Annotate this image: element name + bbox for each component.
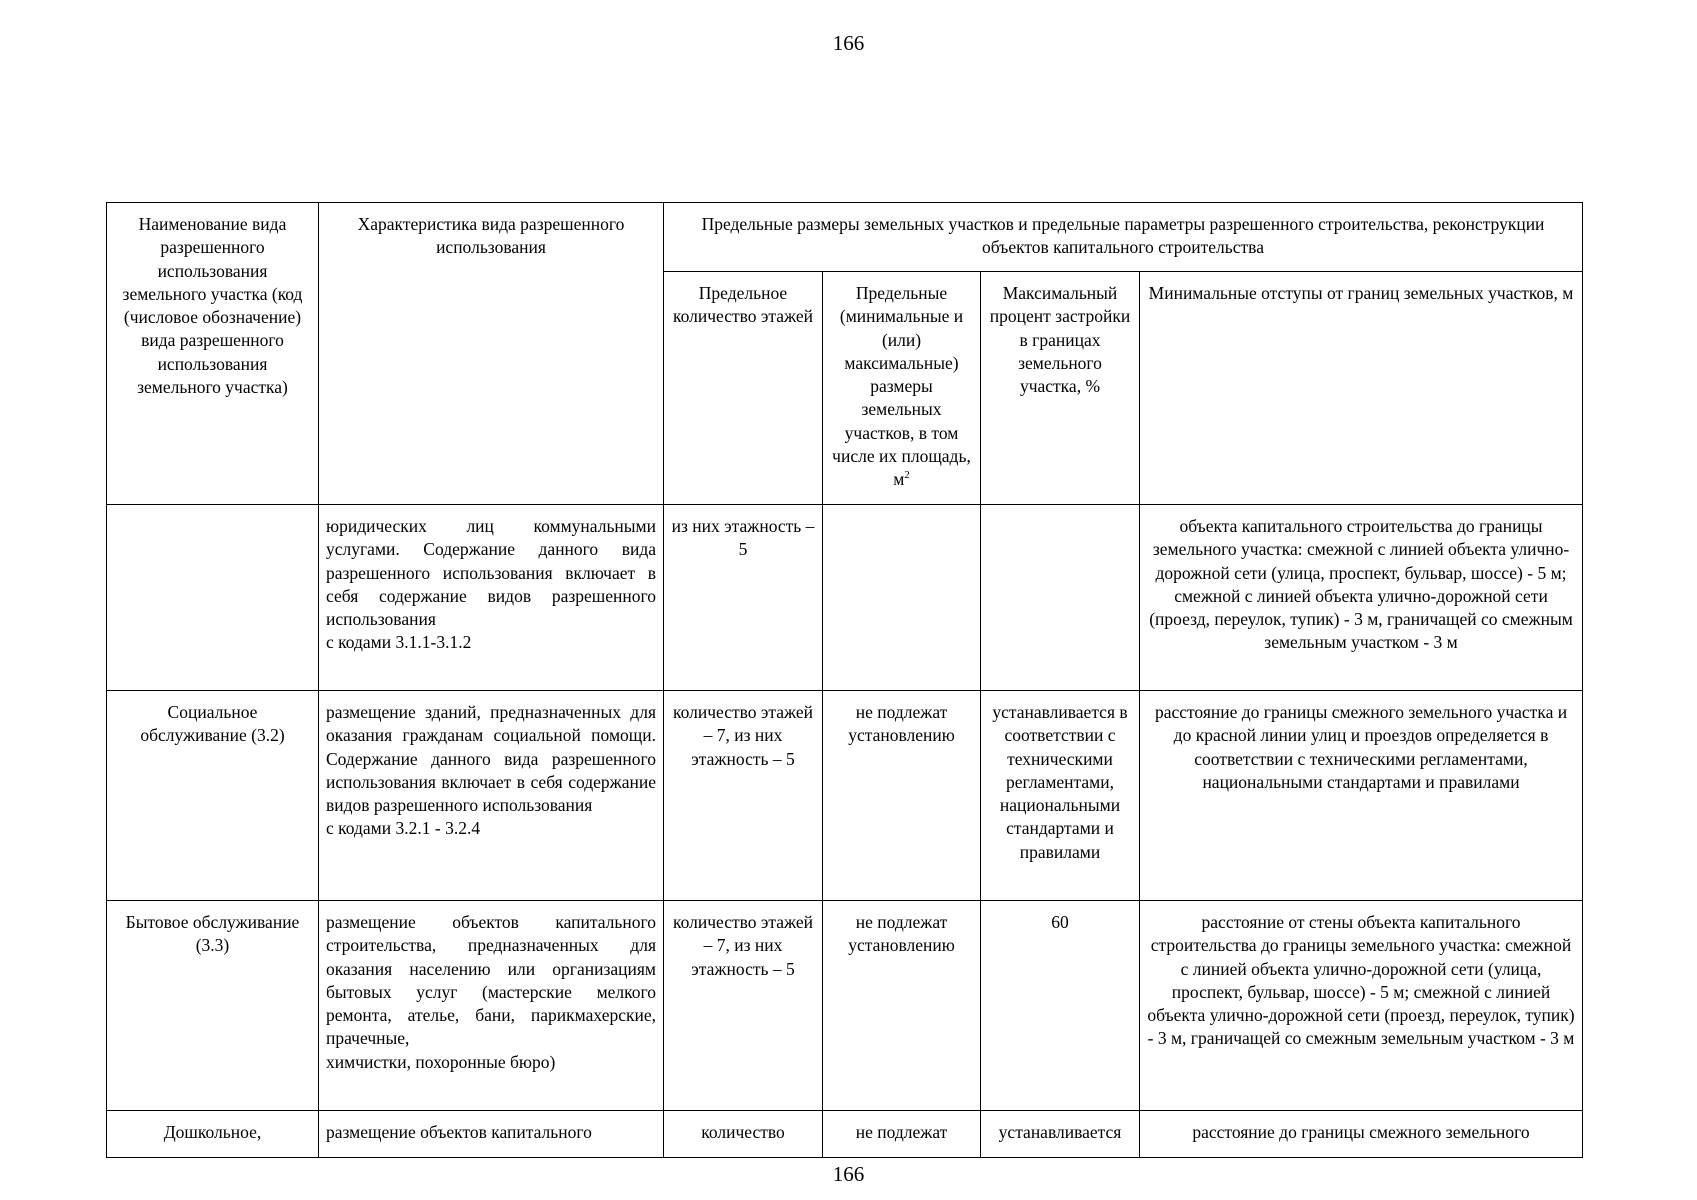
page-number-bottom: 166 [832,1162,865,1186]
row-floors-cell: количество [664,1111,823,1158]
header-area-cell: Предельные (минимальные и (или) максимальные) размеры земельных участков, в том числе их площадь, $м^2$ [823,272,981,505]
page-number-top: 166 [832,31,865,55]
row-desc-cell: размещение объектов капитального [319,1111,664,1158]
row-percent-cell: 60 [981,901,1140,1111]
row-area-cell: не подлежат установлению [823,901,981,1111]
row-percent-cell: устанавливается в соответствии с техническими регламентами, национальными стандартами и правилами [981,691,1140,901]
row-floors-cell: количество этажей – 7, из них этажность – 5 [664,691,823,901]
table-row [107,901,1583,1111]
row-area-cell [823,505,981,691]
row-percent-cell [981,505,1140,691]
row-percent-cell: устанавливается [981,1111,1140,1158]
row-desc-cell: размещение зданий, предназначенных для оказания гражданам социальной помощи. Содержание данного вида разрешенного использования включает в себя содержание видов разрешенного использования с кодами 3.2.1 - 3.2.4 [319,691,664,901]
header-limits-cell: Предельные размеры земельных участков и предельные параметры разрешенного строительства, реконструкции объектов капитального строительства [664,203,1583,272]
row-desc-cell: размещение объектов капитального строительства, предназначенных для оказания населению или организациям бытовых услуг (мастерские мелкого ремонта, ателье, бани, парикмахерские, прачечные, химчистки, похоронные бюро) [319,901,664,1111]
row-setback-cell: расстояние до границы смежного земельного участка и до красной линии улиц и проездов определяется в соответствии с техническими регламентами, национальными стандартами и правилами [1140,691,1583,901]
table-header-row [107,203,1583,272]
row-area-cell: не подлежат [823,1111,981,1158]
header-setback-cell: Минимальные отступы от границ земельных участков, м [1140,272,1583,505]
header-desc-cell: Характеристика вида разрешенного использования [319,203,664,505]
row-name-cell: Дошкольное, [107,1111,319,1158]
row-name-cell [107,505,319,691]
table-row [107,505,1583,691]
header-percent-cell: Максимальный процент застройки в границах земельного участка, % [981,272,1140,505]
land-use-table [106,202,1583,1158]
row-setback-cell: объекта капитального строительства до границы земельного участка: смежной с линией объекта улично-дорожной сети (улица, проспект, бульвар, шоссе) - 5 м; смежной с линией объекта улично-дорожной сети (проезд, переулок, тупик) - 3 м, граничащей со смежным земельным участком - 3 м [1140,505,1583,691]
row-floors-cell: из них этажность – 5 [664,505,823,691]
row-area-cell: не подлежат установлению [823,691,981,901]
header-floors-cell: Предельное количество этажей [664,272,823,505]
row-name-cell: Бытовое обслуживание (3.3) [107,901,319,1111]
row-name-cell: Социальное обслуживание (3.2) [107,691,319,901]
row-desc-cell: юридических лиц коммунальными услугами. Содержание данного вида разрешенного использования включает в себя содержание видов разрешенного использования с кодами 3.1.1-3.1.2 [319,505,664,691]
row-floors-cell: количество этажей – 7, из них этажность – 5 [664,901,823,1111]
table-row [107,1111,1583,1158]
table-row [107,691,1583,901]
row-setback-cell: расстояние от стены объекта капитального строительства до границы земельного участка: смежной с линией объекта улично-дорожной сети (улица, проспект, бульвар, шоссе) - 5 м; смежной с линией объекта улично-дорожной сети (проезд, переулок, тупик) - 3 м, граничащей со смежным земельным участком - 3 м [1140,901,1583,1111]
row-setback-cell: расстояние до границы смежного земельного [1140,1111,1583,1158]
header-name-cell: Наименование вида разрешенного использования земельного участка (код (числовое обозначение) вида разрешенного использования земельного участка) [107,203,319,505]
